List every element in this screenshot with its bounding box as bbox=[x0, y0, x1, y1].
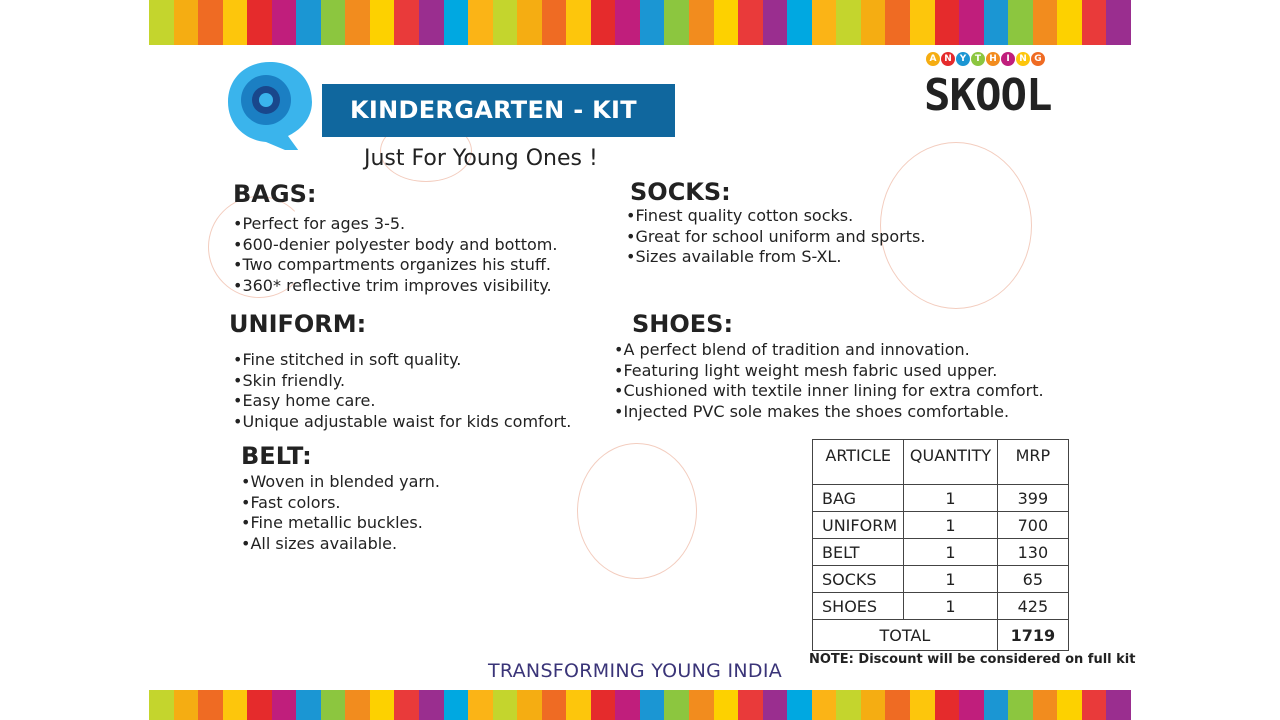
color-stripe bbox=[345, 0, 370, 45]
color-stripe bbox=[615, 0, 640, 45]
color-stripe bbox=[296, 690, 321, 720]
list-item: • Sizes available from S-XL. bbox=[626, 247, 925, 268]
color-stripe bbox=[689, 0, 714, 45]
table-row bbox=[813, 485, 1069, 512]
color-stripe bbox=[517, 0, 542, 45]
list-item: • Cushioned with textile inner lining for extra comfort. bbox=[614, 381, 1044, 402]
total-label: TOTAL bbox=[813, 620, 998, 651]
color-stripe bbox=[394, 690, 419, 720]
color-stripe bbox=[149, 0, 174, 45]
color-stripe bbox=[664, 0, 689, 45]
quantity-cell: 1 bbox=[904, 566, 997, 593]
color-stripe bbox=[444, 0, 469, 45]
bags-section bbox=[233, 180, 557, 296]
color-stripe bbox=[542, 0, 567, 45]
brand-letter: A bbox=[926, 52, 940, 66]
list-item: • Fine stitched in soft quality. bbox=[233, 350, 571, 371]
section-heading: UNIFORM: bbox=[229, 310, 367, 338]
color-stripe bbox=[370, 0, 395, 45]
top-color-stripes bbox=[149, 0, 1131, 45]
color-stripe bbox=[984, 0, 1009, 45]
color-stripe bbox=[787, 690, 812, 720]
belt-section bbox=[241, 442, 440, 554]
color-stripe bbox=[1057, 690, 1082, 720]
list-item: • Unique adjustable waist for kids comfort. bbox=[233, 412, 571, 433]
section-heading: SHOES: bbox=[632, 310, 734, 338]
uniform-list bbox=[233, 350, 571, 432]
color-stripe bbox=[1057, 0, 1082, 45]
color-stripe bbox=[149, 690, 174, 720]
list-item: • Injected PVC sole makes the shoes comfortable. bbox=[614, 402, 1044, 423]
brand-letter: G bbox=[1031, 52, 1045, 66]
brand-logo bbox=[920, 50, 1060, 125]
color-stripe bbox=[296, 0, 321, 45]
mrp-cell: 130 bbox=[997, 539, 1068, 566]
color-stripe bbox=[935, 690, 960, 720]
color-stripe bbox=[1106, 690, 1131, 720]
color-stripe bbox=[247, 0, 272, 45]
list-item: • Skin friendly. bbox=[233, 371, 571, 392]
footer-tagline: TRANSFORMING YOUNG INDIA bbox=[488, 660, 783, 682]
color-stripe bbox=[1008, 690, 1033, 720]
color-stripe bbox=[468, 690, 493, 720]
brand-letter: N bbox=[1016, 52, 1030, 66]
list-item: • Fast colors. bbox=[241, 493, 440, 514]
color-stripe bbox=[640, 690, 665, 720]
tagline: Just For Young Ones ! bbox=[364, 146, 598, 171]
list-item: • Finest quality cotton socks. bbox=[626, 206, 925, 227]
color-stripe bbox=[763, 0, 788, 45]
mrp-cell: 399 bbox=[997, 485, 1068, 512]
color-stripe bbox=[370, 690, 395, 720]
color-stripe bbox=[517, 690, 542, 720]
color-stripe bbox=[542, 690, 567, 720]
color-stripe bbox=[714, 0, 739, 45]
bottom-color-stripes bbox=[149, 690, 1131, 720]
color-stripe bbox=[664, 690, 689, 720]
quantity-cell: 1 bbox=[904, 593, 997, 620]
table-row bbox=[813, 539, 1069, 566]
article-cell: BELT bbox=[813, 539, 904, 566]
color-stripe bbox=[247, 690, 272, 720]
color-stripe bbox=[1033, 690, 1058, 720]
brand-letter: Y bbox=[956, 52, 970, 66]
color-stripe bbox=[321, 0, 346, 45]
section-heading: BELT: bbox=[241, 442, 312, 470]
color-stripe bbox=[174, 0, 199, 45]
quantity-cell: 1 bbox=[904, 512, 997, 539]
column-header: MRP bbox=[997, 440, 1068, 485]
total-row bbox=[813, 620, 1069, 651]
quantity-cell: 1 bbox=[904, 539, 997, 566]
color-stripe bbox=[1106, 0, 1131, 45]
color-stripe bbox=[223, 690, 248, 720]
article-cell: SHOES bbox=[813, 593, 904, 620]
color-stripe bbox=[345, 690, 370, 720]
list-item: • 600-denier polyester body and bottom. bbox=[233, 235, 557, 256]
color-stripe bbox=[1033, 0, 1058, 45]
color-stripe bbox=[321, 690, 346, 720]
color-stripe bbox=[272, 690, 297, 720]
color-stripe bbox=[935, 0, 960, 45]
list-item: • Fine metallic buckles. bbox=[241, 513, 440, 534]
color-stripe bbox=[566, 690, 591, 720]
color-stripe bbox=[272, 0, 297, 45]
color-stripe bbox=[640, 0, 665, 45]
table-row bbox=[813, 593, 1069, 620]
page-title: KINDERGARTEN - KIT bbox=[322, 84, 675, 137]
color-stripe bbox=[198, 0, 223, 45]
color-stripe bbox=[689, 690, 714, 720]
mrp-cell: 65 bbox=[997, 566, 1068, 593]
color-stripe bbox=[419, 0, 444, 45]
color-stripe bbox=[959, 690, 984, 720]
discount-note: NOTE: Discount will be considered on full kit bbox=[809, 652, 1136, 667]
socks-section bbox=[626, 178, 925, 268]
color-stripe bbox=[763, 690, 788, 720]
color-stripe bbox=[885, 690, 910, 720]
color-stripe bbox=[1082, 0, 1107, 45]
shoes-section bbox=[614, 310, 1044, 422]
decorative-bubble bbox=[577, 443, 697, 579]
article-cell: SOCKS bbox=[813, 566, 904, 593]
list-item: • 360* reflective trim improves visibility. bbox=[233, 276, 557, 297]
color-stripe bbox=[444, 690, 469, 720]
section-heading: BAGS: bbox=[233, 180, 317, 208]
color-stripe bbox=[959, 0, 984, 45]
table-row bbox=[813, 566, 1069, 593]
color-stripe bbox=[591, 0, 616, 45]
bags-list bbox=[233, 214, 557, 296]
section-heading: SOCKS: bbox=[630, 178, 731, 206]
q-speech-bubble-icon bbox=[224, 58, 316, 150]
mrp-cell: 700 bbox=[997, 512, 1068, 539]
color-stripe bbox=[493, 690, 518, 720]
socks-list bbox=[626, 206, 925, 268]
brand-letter: T bbox=[971, 52, 985, 66]
column-header: ARTICLE bbox=[813, 440, 904, 485]
list-item: • Great for school uniform and sports. bbox=[626, 227, 925, 248]
mrp-cell: 425 bbox=[997, 593, 1068, 620]
list-item: • Easy home care. bbox=[233, 391, 571, 412]
table-row bbox=[813, 512, 1069, 539]
color-stripe bbox=[419, 690, 444, 720]
color-stripe bbox=[198, 690, 223, 720]
color-stripe bbox=[836, 0, 861, 45]
brand-letter: I bbox=[1001, 52, 1015, 66]
color-stripe bbox=[885, 0, 910, 45]
color-stripe bbox=[615, 690, 640, 720]
total-value: 1719 bbox=[997, 620, 1068, 651]
list-item: • Two compartments organizes his stuff. bbox=[233, 255, 557, 276]
color-stripe bbox=[714, 690, 739, 720]
color-stripe bbox=[984, 690, 1009, 720]
brand-anything-letters bbox=[926, 52, 1045, 66]
color-stripe bbox=[812, 0, 837, 45]
color-stripe bbox=[910, 0, 935, 45]
color-stripe bbox=[787, 0, 812, 45]
color-stripe bbox=[174, 690, 199, 720]
list-item: • Featuring light weight mesh fabric used upper. bbox=[614, 361, 1044, 382]
brand-letter: N bbox=[941, 52, 955, 66]
brand-name: SKOOL bbox=[924, 70, 1052, 121]
color-stripe bbox=[861, 0, 886, 45]
table-header-row bbox=[813, 440, 1069, 485]
list-item: • All sizes available. bbox=[241, 534, 440, 555]
price-table bbox=[812, 439, 1069, 651]
list-item: • A perfect blend of tradition and innovation. bbox=[614, 340, 1044, 361]
color-stripe bbox=[861, 690, 886, 720]
belt-list bbox=[241, 472, 440, 554]
color-stripe bbox=[1082, 690, 1107, 720]
color-stripe bbox=[812, 690, 837, 720]
color-stripe bbox=[394, 0, 419, 45]
color-stripe bbox=[738, 0, 763, 45]
uniform-section bbox=[229, 310, 571, 432]
color-stripe bbox=[836, 690, 861, 720]
color-stripe bbox=[566, 0, 591, 45]
list-item: • Perfect for ages 3-5. bbox=[233, 214, 557, 235]
quantity-cell: 1 bbox=[904, 485, 997, 512]
color-stripe bbox=[591, 690, 616, 720]
color-stripe bbox=[1008, 0, 1033, 45]
brand-letter: H bbox=[986, 52, 1000, 66]
shoes-list bbox=[614, 340, 1044, 422]
article-cell: UNIFORM bbox=[813, 512, 904, 539]
color-stripe bbox=[738, 690, 763, 720]
article-cell: BAG bbox=[813, 485, 904, 512]
list-item: • Woven in blended yarn. bbox=[241, 472, 440, 493]
column-header: QUANTITY bbox=[904, 440, 997, 485]
color-stripe bbox=[910, 690, 935, 720]
color-stripe bbox=[493, 0, 518, 45]
color-stripe bbox=[468, 0, 493, 45]
color-stripe bbox=[223, 0, 248, 45]
